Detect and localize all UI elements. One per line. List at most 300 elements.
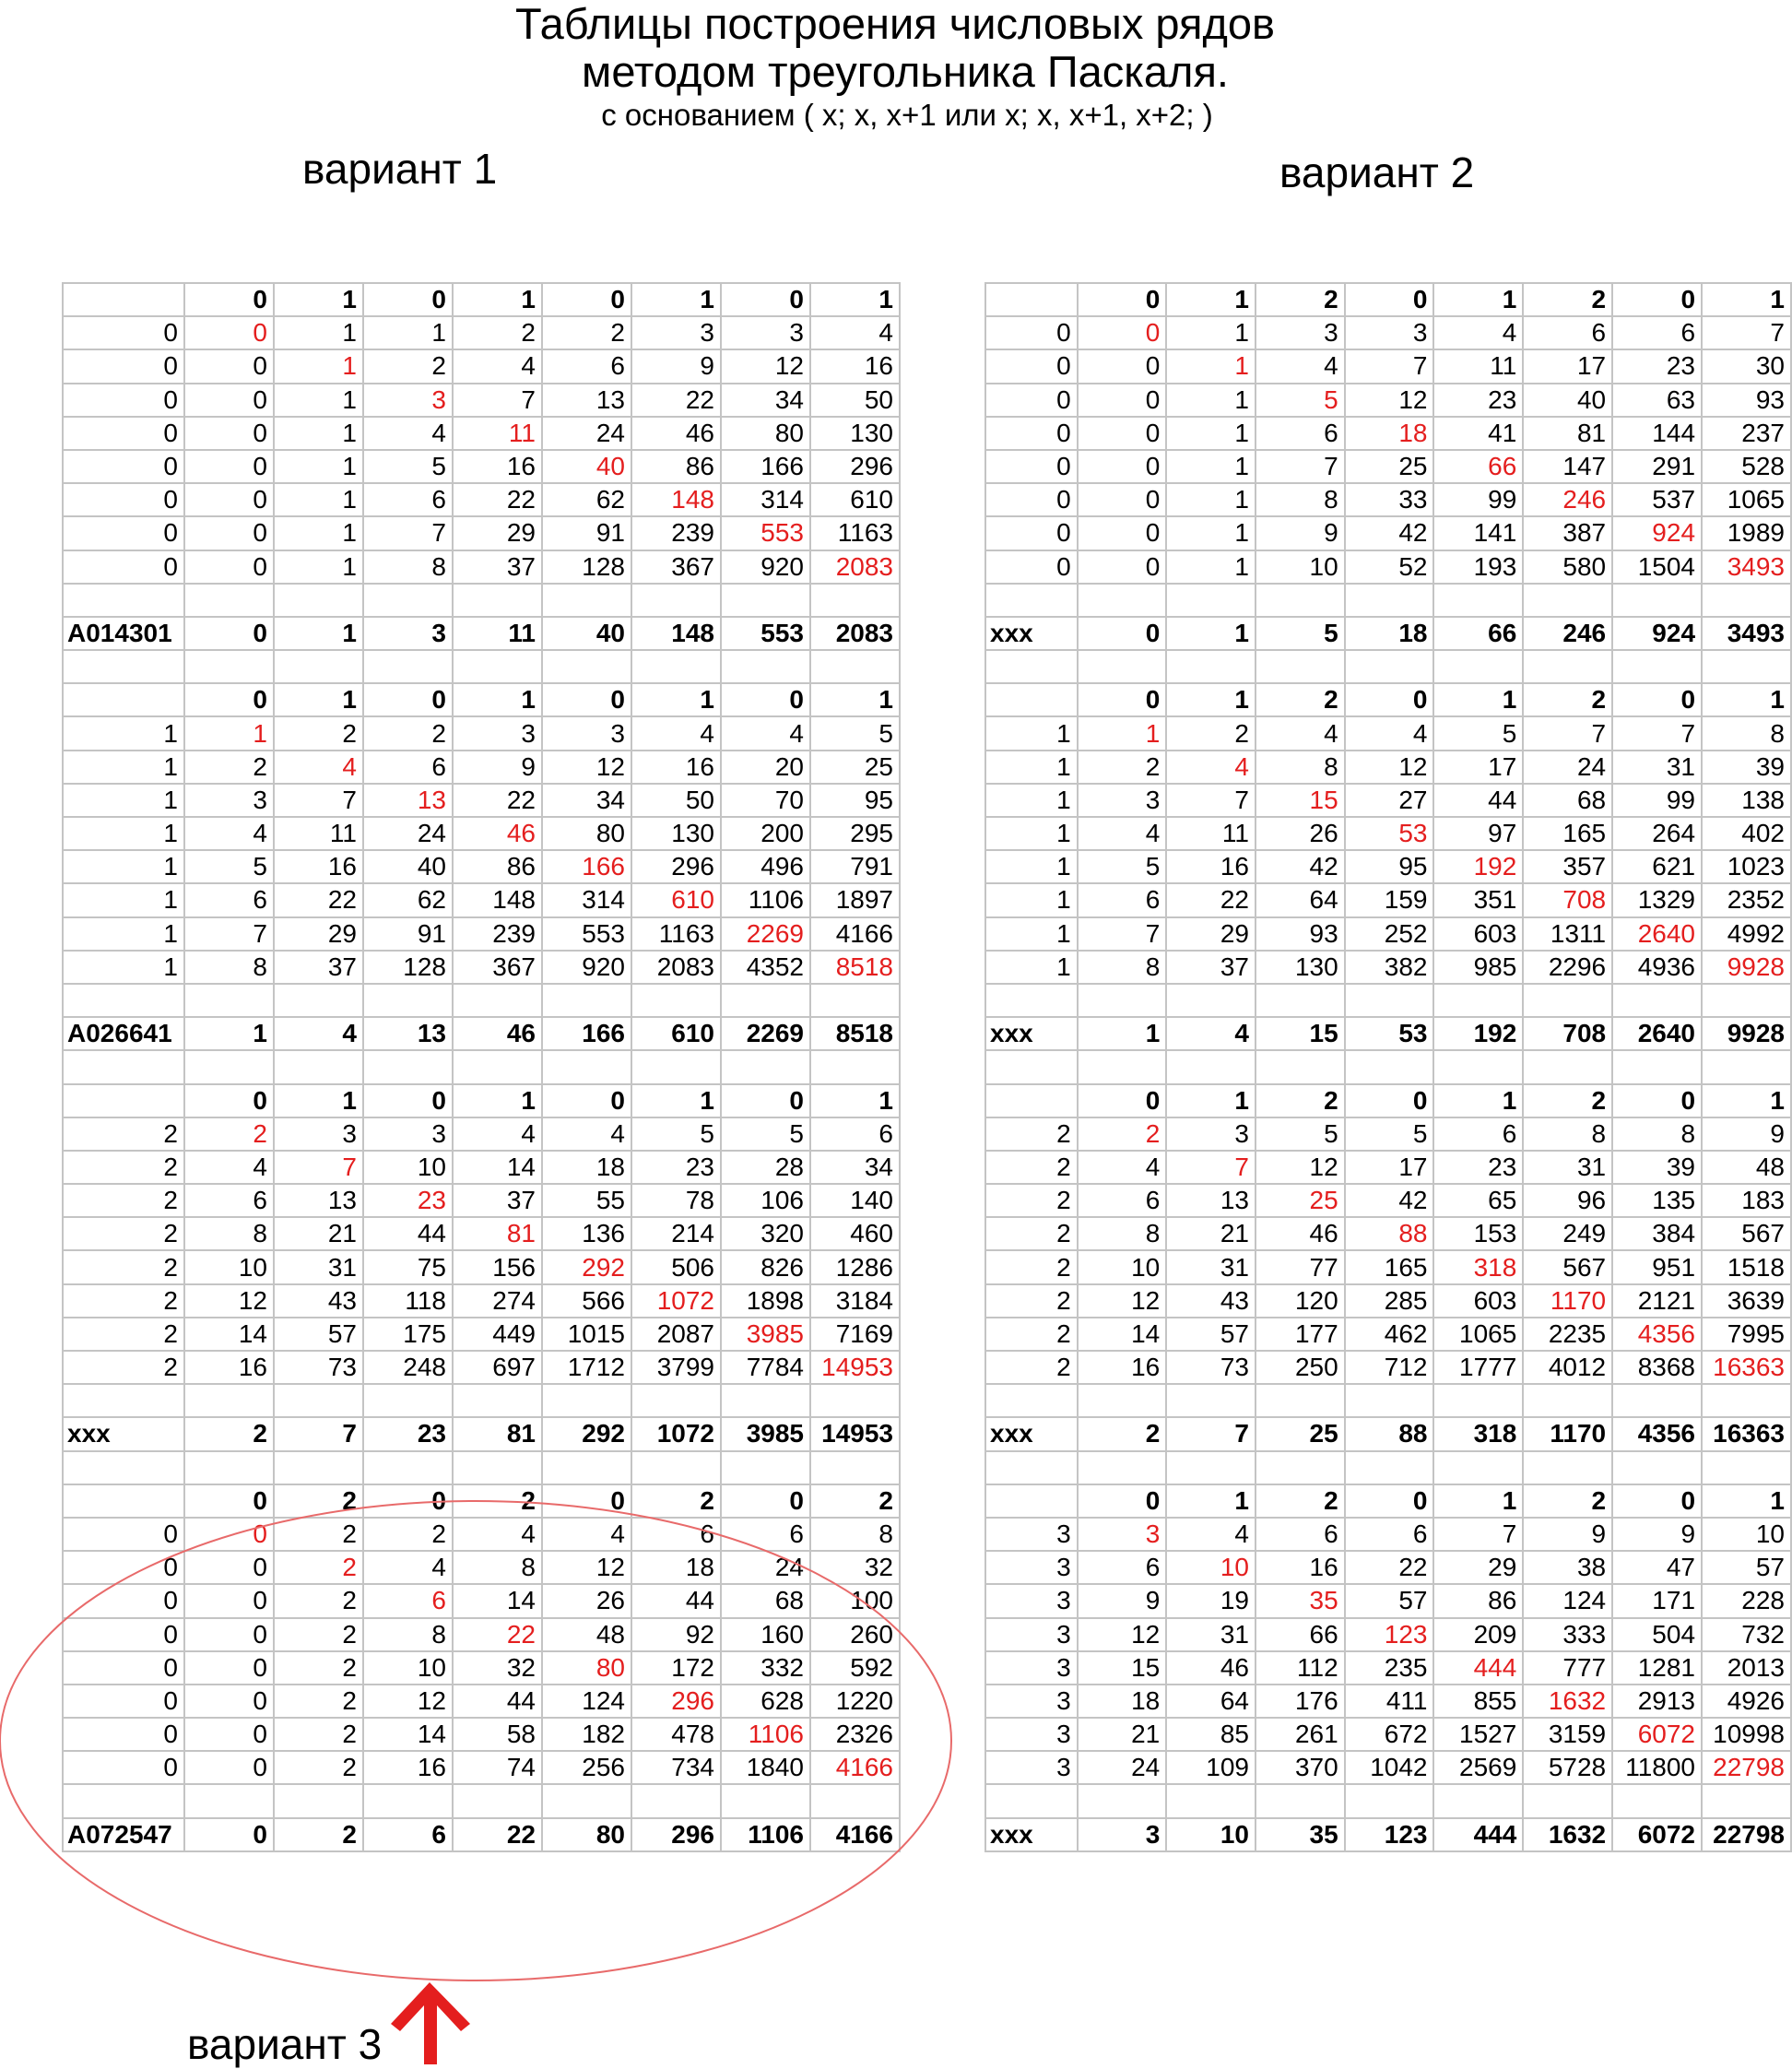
table-cell: 6 bbox=[1256, 417, 1345, 450]
table-cell: 0 bbox=[1078, 417, 1167, 450]
table-cell: 708 bbox=[1523, 1017, 1612, 1050]
table-cell: 1 bbox=[1433, 1484, 1523, 1518]
table-cell: 7995 bbox=[1702, 1318, 1791, 1351]
table-cell: 6 bbox=[363, 483, 453, 516]
table-cell: 3985 bbox=[721, 1318, 810, 1351]
table-cell: 7 bbox=[274, 784, 363, 817]
table-cell: 0 bbox=[63, 1584, 184, 1617]
table-cell: 18 bbox=[1078, 1685, 1167, 1718]
table-cell: 6 bbox=[1078, 1184, 1167, 1217]
table-cell: 73 bbox=[1166, 1351, 1256, 1384]
table-cell: 96 bbox=[1523, 1184, 1612, 1217]
table-cell: A072547 bbox=[63, 1818, 184, 1851]
table-cell: 43 bbox=[274, 1284, 363, 1318]
table-cell: 0 bbox=[63, 417, 184, 450]
table-cell: 246 bbox=[1523, 617, 1612, 650]
table-cell: 4 bbox=[453, 349, 542, 383]
table-cell: 19 bbox=[1166, 1584, 1256, 1617]
table-cell: 3 bbox=[985, 1551, 1078, 1584]
table-cell: 296 bbox=[631, 1818, 721, 1851]
table-cell: 318 bbox=[1433, 1417, 1523, 1450]
table-cell: 95 bbox=[810, 784, 900, 817]
table-cell: 0 bbox=[1078, 283, 1167, 316]
table-cell: 1 bbox=[1702, 683, 1791, 716]
table-cell: 10 bbox=[1166, 1818, 1256, 1851]
table-cell: 0 bbox=[184, 450, 274, 483]
table-cell: 291 bbox=[1612, 450, 1702, 483]
table-cell: 5 bbox=[363, 450, 453, 483]
table-cell: 165 bbox=[1523, 817, 1612, 850]
table-cell: 2 bbox=[274, 1551, 363, 1584]
table-cell: 4 bbox=[810, 316, 900, 349]
table-cell: 4 bbox=[184, 1151, 274, 1184]
table-cell: 712 bbox=[1345, 1351, 1434, 1384]
table-cell: 296 bbox=[810, 450, 900, 483]
table-cell: 18 bbox=[1345, 617, 1434, 650]
table-cell: 47 bbox=[1612, 1551, 1702, 1584]
table-cell: 1 bbox=[810, 683, 900, 716]
table-cell: 192 bbox=[1433, 850, 1523, 883]
table-cell: 1 bbox=[985, 850, 1078, 883]
table-cell: A014301 bbox=[63, 617, 184, 650]
table-cell: 0 bbox=[184, 1818, 274, 1851]
table-cell: 0 bbox=[184, 516, 274, 550]
table-cell: 2 bbox=[1523, 1084, 1612, 1117]
table-cell: 0 bbox=[63, 1751, 184, 1784]
table-cell: 285 bbox=[1345, 1284, 1434, 1318]
table-cell: 9 bbox=[1702, 1117, 1791, 1151]
table-cell: 141 bbox=[1433, 516, 1523, 550]
table-cell: 136 bbox=[542, 1217, 631, 1250]
table-cell: 4356 bbox=[1612, 1318, 1702, 1351]
table-cell: 18 bbox=[631, 1551, 721, 1584]
table-cell: 3 bbox=[985, 1651, 1078, 1685]
table-cell: 2352 bbox=[1702, 883, 1791, 916]
variant-1-label: вариант 1 bbox=[302, 145, 498, 193]
table-cell: 14 bbox=[184, 1318, 274, 1351]
table-cell: 8 bbox=[1078, 1217, 1167, 1250]
table-cell: 34 bbox=[721, 384, 810, 417]
table-cell: 4166 bbox=[810, 1751, 900, 1784]
table-cell: 1329 bbox=[1612, 883, 1702, 916]
table-cell: 42 bbox=[1256, 850, 1345, 883]
table-cell: 29 bbox=[1166, 917, 1256, 951]
table-cell: 18 bbox=[542, 1151, 631, 1184]
table-cell: 2 bbox=[453, 316, 542, 349]
table-cell: 2 bbox=[63, 1318, 184, 1351]
table-cell: 4 bbox=[1166, 751, 1256, 784]
table-cell: 7 bbox=[1078, 917, 1167, 951]
table-cell: 16 bbox=[631, 751, 721, 784]
table-cell: 7 bbox=[274, 1417, 363, 1450]
table-cell: 3493 bbox=[1702, 617, 1791, 650]
table-cell: 0 bbox=[363, 683, 453, 716]
table-cell: 0 bbox=[184, 1618, 274, 1651]
table-cell: 951 bbox=[1612, 1250, 1702, 1283]
table-cell: 120 bbox=[1256, 1284, 1345, 1318]
table-cell: 0 bbox=[985, 316, 1078, 349]
table-cell: 78 bbox=[631, 1184, 721, 1217]
table-cell: 1 bbox=[810, 1084, 900, 1117]
table-cell: 66 bbox=[1433, 450, 1523, 483]
table-cell: 2 bbox=[184, 1417, 274, 1450]
table-cell: 26 bbox=[1256, 817, 1345, 850]
table-cell: 63 bbox=[1612, 384, 1702, 417]
table-cell: 22798 bbox=[1702, 1751, 1791, 1784]
table-cell: 62 bbox=[542, 483, 631, 516]
table-cell: 80 bbox=[542, 1818, 631, 1851]
table-cell: 6072 bbox=[1612, 1718, 1702, 1751]
table-cell: 7 bbox=[1345, 349, 1434, 383]
table-cell: 528 bbox=[1702, 450, 1791, 483]
table-cell: 2 bbox=[363, 716, 453, 750]
table-cell: 159 bbox=[1345, 883, 1434, 916]
table-cell: 86 bbox=[453, 850, 542, 883]
table-cell: 0 bbox=[985, 417, 1078, 450]
table-cell: 88 bbox=[1345, 1217, 1434, 1250]
table-cell: 7 bbox=[1612, 716, 1702, 750]
table-cell: 0 bbox=[1078, 617, 1167, 650]
table-cell: 0 bbox=[1612, 283, 1702, 316]
table-cell: 855 bbox=[1433, 1685, 1523, 1718]
table-cell: 1 bbox=[1702, 1084, 1791, 1117]
table-cell: 295 bbox=[810, 817, 900, 850]
table-cell: 24 bbox=[1523, 751, 1612, 784]
table-cell: 0 bbox=[1078, 683, 1167, 716]
table-cell: 1712 bbox=[542, 1351, 631, 1384]
table-cell: 610 bbox=[631, 883, 721, 916]
table-cell: 22 bbox=[274, 883, 363, 916]
table-cell: 21 bbox=[1078, 1718, 1167, 1751]
table-cell: 4166 bbox=[810, 917, 900, 951]
table-cell: 64 bbox=[1256, 883, 1345, 916]
table-cell: 88 bbox=[1345, 1417, 1434, 1450]
table-cell: 22 bbox=[453, 1618, 542, 1651]
variant-3-label: вариант 3 bbox=[187, 2020, 383, 2068]
table-cell: 0 bbox=[184, 683, 274, 716]
table-cell: 5 bbox=[184, 850, 274, 883]
table-cell: 41 bbox=[1433, 417, 1523, 450]
table-cell: 1 bbox=[1166, 1484, 1256, 1518]
table-cell: 16363 bbox=[1702, 1351, 1791, 1384]
table-cell: 3 bbox=[363, 384, 453, 417]
table-cell: 1 bbox=[1166, 384, 1256, 417]
table-cell: 791 bbox=[810, 850, 900, 883]
table-cell: 0 bbox=[985, 384, 1078, 417]
table-cell: 0 bbox=[184, 1584, 274, 1617]
table-cell: 7 bbox=[1523, 716, 1612, 750]
table-cell: 0 bbox=[184, 1685, 274, 1718]
table-cell: 3 bbox=[1345, 316, 1434, 349]
table-cell: 0 bbox=[1078, 516, 1167, 550]
table-cell: 33 bbox=[1345, 483, 1434, 516]
table-cell: 2 bbox=[363, 349, 453, 383]
table-cell: 1 bbox=[274, 483, 363, 516]
table-cell: 4 bbox=[363, 417, 453, 450]
table-cell: 0 bbox=[985, 483, 1078, 516]
table-cell: 0 bbox=[63, 1651, 184, 1685]
table-cell: 920 bbox=[542, 951, 631, 984]
table-cell: 28 bbox=[721, 1151, 810, 1184]
table-cell: 123 bbox=[1345, 1818, 1434, 1851]
table-cell: 58 bbox=[453, 1718, 542, 1751]
table-cell: 16 bbox=[1256, 1551, 1345, 1584]
table-cell: 2 bbox=[1256, 683, 1345, 716]
table-cell: 2083 bbox=[631, 951, 721, 984]
table-cell: 1 bbox=[810, 283, 900, 316]
table-cell: 52 bbox=[1345, 550, 1434, 584]
table-cell: 367 bbox=[453, 951, 542, 984]
table-cell: 99 bbox=[1433, 483, 1523, 516]
table-cell: 2 bbox=[274, 1618, 363, 1651]
table-cell: 0 bbox=[63, 316, 184, 349]
table-cell: 237 bbox=[1702, 417, 1791, 450]
table-cell: 1 bbox=[274, 283, 363, 316]
table-cell: 40 bbox=[1523, 384, 1612, 417]
table-cell: 2087 bbox=[631, 1318, 721, 1351]
table-cell: 1 bbox=[1702, 1484, 1791, 1518]
table-cell: 97 bbox=[1433, 817, 1523, 850]
table-cell: 2640 bbox=[1612, 1017, 1702, 1050]
table-cell: 30 bbox=[1702, 349, 1791, 383]
table-cell: 25 bbox=[1256, 1184, 1345, 1217]
table-cell: 22 bbox=[1166, 883, 1256, 916]
table-cell: 1015 bbox=[542, 1318, 631, 1351]
table-cell: 5 bbox=[1256, 384, 1345, 417]
table-cell: 24 bbox=[721, 1551, 810, 1584]
table-cell: 1897 bbox=[810, 883, 900, 916]
table-cell: 296 bbox=[631, 850, 721, 883]
table-cell: 124 bbox=[542, 1685, 631, 1718]
table-cell: 826 bbox=[721, 1250, 810, 1283]
table-cell: 0 bbox=[184, 550, 274, 584]
table-cell: 1504 bbox=[1612, 550, 1702, 584]
table-cell: 382 bbox=[1345, 951, 1434, 984]
table-cell: 1 bbox=[985, 784, 1078, 817]
table-cell: 57 bbox=[1166, 1318, 1256, 1351]
table-cell: 1 bbox=[274, 516, 363, 550]
table-cell: 0 bbox=[1078, 1484, 1167, 1518]
table-cell: 21 bbox=[1166, 1217, 1256, 1250]
table-cell: 5728 bbox=[1523, 1751, 1612, 1784]
table-cell: 1 bbox=[453, 683, 542, 716]
table-cell: 53 bbox=[1345, 817, 1434, 850]
table-cell: 100 bbox=[810, 1584, 900, 1617]
table-cell: 183 bbox=[1702, 1184, 1791, 1217]
table-cell: 1527 bbox=[1433, 1718, 1523, 1751]
table-cell: 0 bbox=[184, 1084, 274, 1117]
table-cell: 2 bbox=[184, 1117, 274, 1151]
table-cell: 55 bbox=[542, 1184, 631, 1217]
table-cell: 57 bbox=[274, 1318, 363, 1351]
table-cell: 165 bbox=[1345, 1250, 1434, 1283]
table-cell: 12 bbox=[1078, 1618, 1167, 1651]
table-cell: 0 bbox=[542, 283, 631, 316]
table-cell: 6 bbox=[1433, 1117, 1523, 1151]
table-cell: 25 bbox=[1345, 450, 1434, 483]
table-cell: 24 bbox=[363, 817, 453, 850]
table-cell: 0 bbox=[184, 483, 274, 516]
table-cell: 0 bbox=[63, 349, 184, 383]
table-cell: 148 bbox=[631, 483, 721, 516]
table-cell: 1 bbox=[1166, 617, 1256, 650]
table-cell: 1 bbox=[1166, 417, 1256, 450]
table-cell: 53 bbox=[1345, 1017, 1434, 1050]
table-cell: 16 bbox=[810, 349, 900, 383]
table-cell: 8 bbox=[363, 1618, 453, 1651]
table-cell: 7 bbox=[1166, 1151, 1256, 1184]
table-cell: 9 bbox=[1078, 1584, 1167, 1617]
table-cell: 11 bbox=[453, 617, 542, 650]
table-cell: 2 bbox=[274, 1751, 363, 1784]
table-cell: 66 bbox=[1433, 617, 1523, 650]
table-cell: 123 bbox=[1345, 1618, 1434, 1651]
table-cell: 118 bbox=[363, 1284, 453, 1318]
table-cell: 1 bbox=[274, 450, 363, 483]
table-cell: 2 bbox=[1078, 751, 1167, 784]
table-cell: 4166 bbox=[810, 1818, 900, 1851]
table-cell: 85 bbox=[1166, 1718, 1256, 1751]
table-cell: 4 bbox=[453, 1518, 542, 1551]
table-cell: 924 bbox=[1612, 516, 1702, 550]
table-cell: 182 bbox=[542, 1718, 631, 1751]
table-cell: 22 bbox=[453, 784, 542, 817]
table-cell: 65 bbox=[1433, 1184, 1523, 1217]
table-cell: 8 bbox=[1523, 1117, 1612, 1151]
table-cell: 11 bbox=[274, 817, 363, 850]
table-cell: 6 bbox=[1078, 1551, 1167, 1584]
table-cell: 11 bbox=[453, 417, 542, 450]
table-cell: 553 bbox=[721, 617, 810, 650]
table-cell: 0 bbox=[63, 516, 184, 550]
table-cell: 2 bbox=[1256, 283, 1345, 316]
table-cell: 567 bbox=[1523, 1250, 1612, 1283]
table-cell: 1 bbox=[274, 550, 363, 584]
table-cell: 112 bbox=[1256, 1651, 1345, 1685]
table-cell: 8518 bbox=[810, 951, 900, 984]
table-cell: 2083 bbox=[810, 550, 900, 584]
table-cell: 0 bbox=[1345, 683, 1434, 716]
table-cell: 4 bbox=[1433, 316, 1523, 349]
table-cell: 43 bbox=[1166, 1284, 1256, 1318]
table-cell: 1840 bbox=[721, 1751, 810, 1784]
table-cell: 68 bbox=[1523, 784, 1612, 817]
table-cell: 5 bbox=[1345, 1117, 1434, 1151]
table-cell: 1 bbox=[274, 417, 363, 450]
table-cell: 93 bbox=[1702, 384, 1791, 417]
table-cell: 0 bbox=[63, 1718, 184, 1751]
table-cell: 2 bbox=[274, 1685, 363, 1718]
table-cell: 2269 bbox=[721, 917, 810, 951]
table-cell: 3 bbox=[985, 1685, 1078, 1718]
table-cell: 177 bbox=[1256, 1318, 1345, 1351]
table-cell: 580 bbox=[1523, 550, 1612, 584]
table-cell: 672 bbox=[1345, 1718, 1434, 1751]
table-cell: 256 bbox=[542, 1751, 631, 1784]
table-cell: 387 bbox=[1523, 516, 1612, 550]
table-cell: 292 bbox=[542, 1417, 631, 1450]
table-cell: 621 bbox=[1612, 850, 1702, 883]
table-cell: 1072 bbox=[631, 1417, 721, 1450]
table-cell: 3159 bbox=[1523, 1718, 1612, 1751]
table-cell: 1106 bbox=[721, 1818, 810, 1851]
table-cell: 8 bbox=[363, 550, 453, 584]
table-cell: 10 bbox=[363, 1651, 453, 1685]
table-cell: xxx bbox=[985, 1417, 1078, 1450]
table-cell: 4 bbox=[1078, 817, 1167, 850]
table-cell: 3 bbox=[1256, 316, 1345, 349]
table-cell: 9 bbox=[453, 751, 542, 784]
page-subtitle: с основанием ( x; x, x+1 или x; x, x+1, x+2; ) bbox=[601, 98, 1213, 132]
table-cell: 3 bbox=[274, 1117, 363, 1151]
table-cell: 8 bbox=[453, 1551, 542, 1584]
table-cell: 23 bbox=[1612, 349, 1702, 383]
table-cell: 6 bbox=[1612, 316, 1702, 349]
table-cell: 66 bbox=[1256, 1618, 1345, 1651]
table-cell: 15 bbox=[1256, 1017, 1345, 1050]
table-cell: 2013 bbox=[1702, 1651, 1791, 1685]
table-cell: 0 bbox=[63, 384, 184, 417]
table-cell: 8 bbox=[1078, 951, 1167, 984]
table-cell: 0 bbox=[1612, 1084, 1702, 1117]
table-cell: 411 bbox=[1345, 1685, 1434, 1718]
table-cell: 1 bbox=[1078, 716, 1167, 750]
table-cell: 6 bbox=[363, 751, 453, 784]
table-cell: 2913 bbox=[1612, 1685, 1702, 1718]
table-cell: 13 bbox=[363, 1017, 453, 1050]
table-cell: 166 bbox=[721, 450, 810, 483]
table-cell: 3 bbox=[1166, 1117, 1256, 1151]
table-cell: 8368 bbox=[1612, 1351, 1702, 1384]
table-cell: 200 bbox=[721, 817, 810, 850]
table-cell: 1898 bbox=[721, 1284, 810, 1318]
table-cell: 16 bbox=[1078, 1351, 1167, 1384]
table-cell: 31 bbox=[1523, 1151, 1612, 1184]
table-cell: 48 bbox=[1702, 1151, 1791, 1184]
table-cell: 1518 bbox=[1702, 1250, 1791, 1283]
table-cell: 1 bbox=[63, 716, 184, 750]
table-cell: 449 bbox=[453, 1318, 542, 1351]
table-cell: 2 bbox=[631, 1484, 721, 1518]
table-cell: 10 bbox=[1078, 1250, 1167, 1283]
table-cell: 46 bbox=[453, 817, 542, 850]
table-cell: 75 bbox=[363, 1250, 453, 1283]
variant-3-highlight-ellipse bbox=[0, 1501, 951, 1980]
table-cell: 124 bbox=[1523, 1584, 1612, 1617]
table-cell: 18 bbox=[1345, 417, 1434, 450]
table-cell: 0 bbox=[63, 1551, 184, 1584]
table-cell: 0 bbox=[63, 1518, 184, 1551]
table-cell: 2 bbox=[1523, 1484, 1612, 1518]
table-cell: 1 bbox=[63, 917, 184, 951]
table-cell: 0 bbox=[184, 1751, 274, 1784]
table-cell: 68 bbox=[721, 1584, 810, 1617]
table-cell: 10998 bbox=[1702, 1718, 1791, 1751]
table-cell: 6072 bbox=[1612, 1818, 1702, 1851]
table-cell: 7 bbox=[1166, 1417, 1256, 1450]
table-cell: 3184 bbox=[810, 1284, 900, 1318]
table-cell: 11800 bbox=[1612, 1751, 1702, 1784]
table-cell: 9 bbox=[631, 349, 721, 383]
table-cell: 1 bbox=[274, 349, 363, 383]
table-cell: 27 bbox=[1345, 784, 1434, 817]
table-cell: 148 bbox=[453, 883, 542, 916]
table-cell: 2 bbox=[274, 1718, 363, 1751]
table-cell: 13 bbox=[363, 784, 453, 817]
table-cell: 130 bbox=[1256, 951, 1345, 984]
table-cell: 8 bbox=[1612, 1117, 1702, 1151]
table-cell: 13 bbox=[542, 384, 631, 417]
